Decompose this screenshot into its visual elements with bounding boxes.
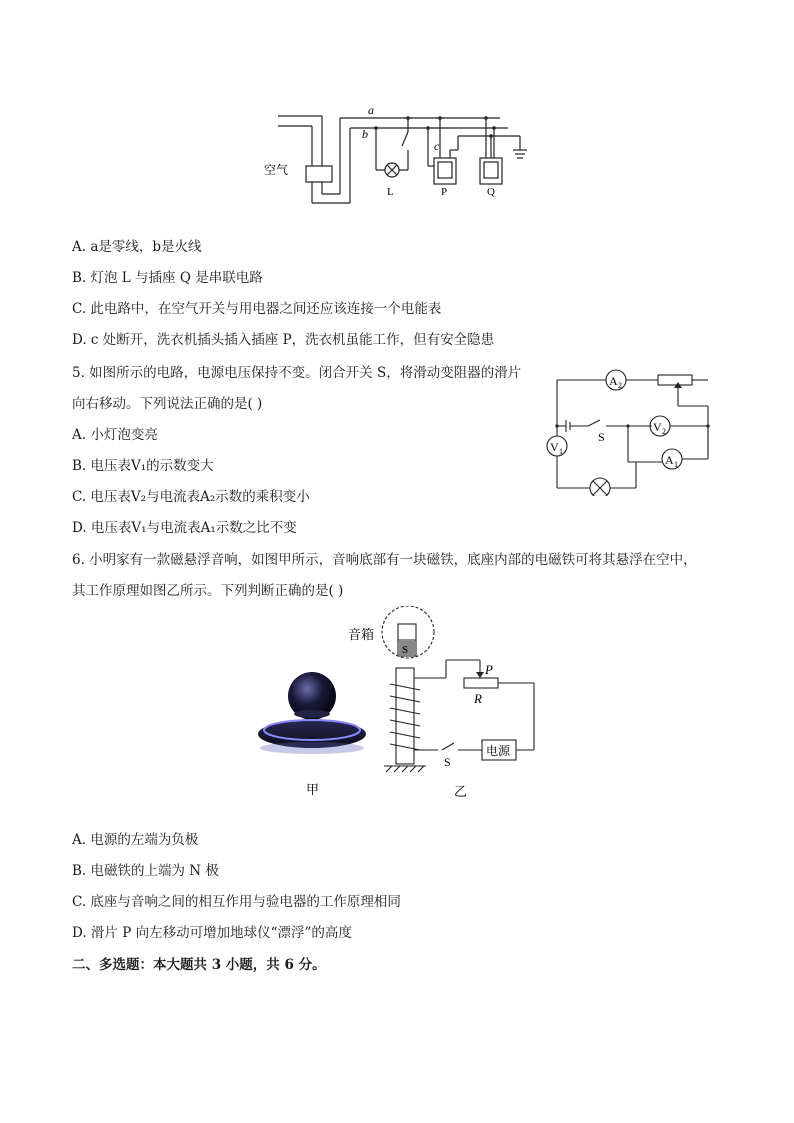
ammeter-a2-label: A xyxy=(609,374,618,388)
slider-p-label: P xyxy=(485,662,493,677)
q5-stem-line1: 5. 如图所示的电路，电源电压保持不变。闭合开关 S，将滑动变阻器的滑片 xyxy=(72,365,522,381)
q6-option-b: B. 电磁铁的上端为 N 极 xyxy=(72,863,219,879)
q6-stem-line1: 6. 小明家有一款磁悬浮音响，如图甲所示，音响底部有一块磁铁，底座内部的电磁铁可将其悬浮在空中， xyxy=(72,552,697,568)
ammeter-a2-sub: 2 xyxy=(618,381,622,390)
speaker-label: 音箱 xyxy=(348,627,375,642)
q6-figure xyxy=(250,606,550,806)
label-air: 空气 xyxy=(264,163,289,177)
voltmeter-v2-label: V xyxy=(653,420,662,434)
q5-option-c: C. 电压表V₂与电流表A₂示数的乘积变小 xyxy=(72,489,310,505)
household-circuit-diagram xyxy=(258,100,530,206)
ammeter-a1-label: A xyxy=(665,453,674,467)
switch-s-label-q6: S xyxy=(444,755,451,769)
q4-option-c: C. 此电路中，在空气开关与用电器之间还应该连接一个电能表 xyxy=(72,301,442,317)
q4-option-b: B. 灯泡 L 与插座 Q 是串联电路 xyxy=(72,270,263,286)
q6-stem-line2: 其工作原理如图乙所示。下列判断正确的是( ) xyxy=(72,583,344,599)
section-heading-multiple-choice: 二、多选题：本大题共 3 小题，共 6 分。 xyxy=(72,957,326,973)
label-a: a xyxy=(368,103,374,117)
figure-jia-label: 甲 xyxy=(306,782,320,797)
ammeter-a1-sub: 1 xyxy=(674,460,678,469)
voltmeter-v2-sub: 2 xyxy=(662,427,666,436)
q5-option-b: B. 电压表V₁的示数变大 xyxy=(72,458,214,474)
q5-option-d: D. 电压表V₁与电流表A₁示数之比不变 xyxy=(72,520,297,536)
q5-option-a: A. 小灯泡变亮 xyxy=(72,427,158,443)
figure-yi-label: 乙 xyxy=(454,784,468,799)
label-L: L xyxy=(387,186,394,198)
q6-option-a: A. 电源的左端为负极 xyxy=(72,832,199,848)
q5-stem-line2: 向右移动。下列说法正确的是( ) xyxy=(72,396,263,412)
power-source-label: 电源 xyxy=(486,744,511,758)
voltmeter-v1-sub: 1 xyxy=(559,447,563,456)
label-c: c xyxy=(434,139,440,153)
q6-option-d: D. 滑片 P 向左移动可增加地球仪“漂浮”的高度 xyxy=(72,925,352,941)
q4-option-d: D. c 处断开，洗衣机插头插入插座 P，洗衣机虽能工作，但有安全隐患 xyxy=(72,332,495,348)
q4-option-a: A. a是零线，b是火线 xyxy=(72,239,202,255)
label-P: P xyxy=(441,186,448,198)
voltmeter-v1-label: V xyxy=(550,440,559,454)
rheostat-r-label: R xyxy=(474,691,482,706)
q5-circuit-diagram xyxy=(540,366,720,496)
magnet-pole-label: S xyxy=(402,644,409,656)
label-Q: Q xyxy=(487,186,495,198)
q6-option-c: C. 底座与音响之间的相互作用与验电器的工作原理相同 xyxy=(72,894,401,910)
label-b: b xyxy=(362,127,368,141)
levitating-speaker-photo xyxy=(258,672,366,754)
switch-s-label: S xyxy=(598,430,605,444)
